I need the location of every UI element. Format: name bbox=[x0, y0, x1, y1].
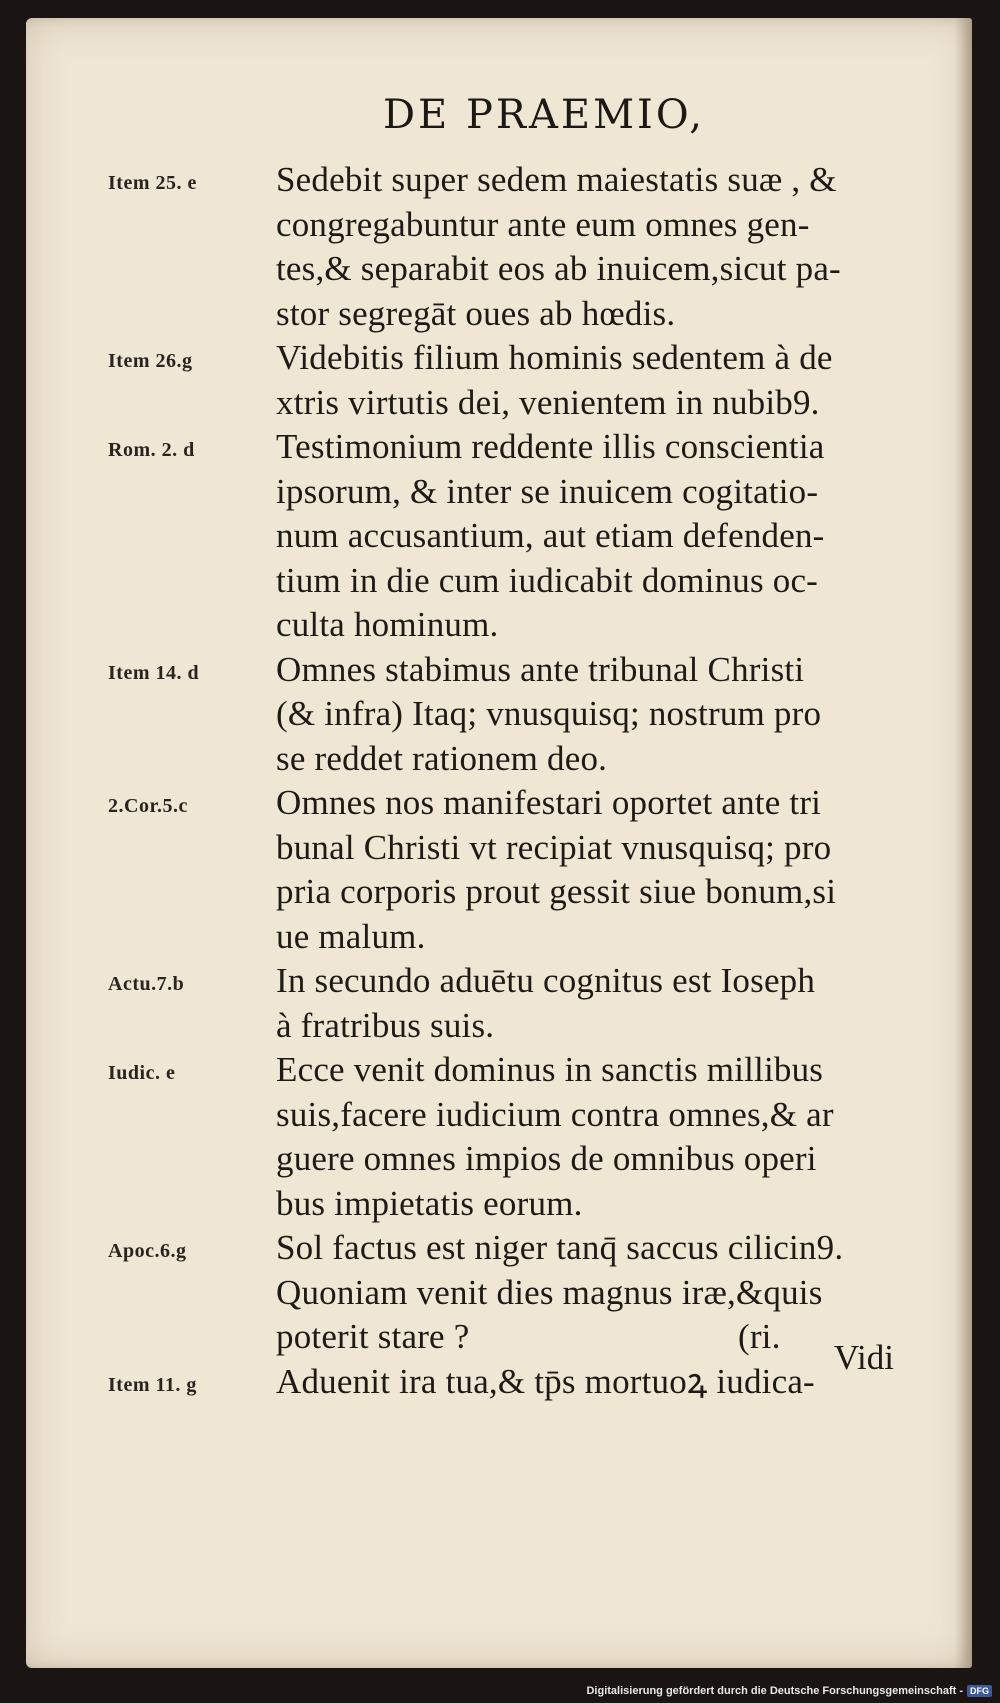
marginal-reference: Item 25. e bbox=[108, 172, 197, 194]
text-line: bus impietatis eorum. bbox=[276, 1183, 583, 1223]
book-page bbox=[26, 18, 972, 1668]
entry bbox=[26, 1360, 972, 1405]
entries bbox=[26, 158, 972, 1404]
text-line: stor segregāt oues ab hœdis. bbox=[276, 293, 676, 333]
entry bbox=[26, 425, 972, 648]
text-line: poterit stare ? (ri. bbox=[276, 1317, 781, 1356]
entry bbox=[26, 959, 972, 1048]
marginal-reference: 2.Cor.5.c bbox=[108, 795, 188, 817]
marginal-reference: Rom. 2. d bbox=[108, 439, 195, 461]
text-line: congregabuntur ante eum omnes gen- bbox=[276, 204, 810, 244]
text-line: pria corporis prout gessit siue bonum,si bbox=[276, 872, 837, 911]
marginal-reference: Item 14. d bbox=[108, 661, 200, 684]
text-line: tes,& separabit eos ab inuicem,sicut pa- bbox=[276, 249, 841, 288]
text-line: suis,facere iudicium contra omnes,& ar bbox=[276, 1094, 834, 1134]
text-line: Testimonium reddente illis conscientia bbox=[276, 427, 825, 466]
text-line: guere omnes impios de omnibus operi bbox=[276, 1139, 817, 1178]
credit-text: Digitalisierung gefördert durch die Deutsche Forschungsgemeinschaft - bbox=[586, 1685, 963, 1697]
text-line: tium in die cum iudicabit dominus oc- bbox=[276, 560, 819, 600]
text-line: Videbitis filium hominis sedentem à de bbox=[276, 338, 833, 377]
text-line: bunal Christi vt recipiat vnusquisq; pro bbox=[276, 827, 832, 867]
text-line: Omnes nos manifestari oportet ante tri bbox=[276, 783, 822, 822]
entry bbox=[26, 648, 972, 782]
text-line: Aduenit ira tua,& tp̄s mortuoꝝ iudica- bbox=[276, 1361, 815, 1401]
marginal-reference: Apoc.6.g bbox=[108, 1240, 187, 1262]
text-line: Quoniam venit dies magnus iræ,&quis bbox=[276, 1272, 823, 1312]
text-line: Sedebit super sedem maiestatis suæ , & bbox=[276, 160, 837, 199]
entry bbox=[26, 158, 972, 336]
marginal-reference: Actu.7.b bbox=[108, 973, 185, 995]
marginal-reference: Item 26.g bbox=[108, 350, 193, 372]
text-line: In secundo aduētu cognitus est Ioseph bbox=[276, 961, 816, 1000]
marginal-reference: Item 11. g bbox=[108, 1373, 197, 1396]
marginal-reference: Iudic. e bbox=[108, 1062, 176, 1084]
text-line: culta hominum. bbox=[276, 605, 499, 644]
text-line: ue malum. bbox=[276, 916, 426, 956]
entry bbox=[26, 781, 972, 959]
entry bbox=[26, 1226, 972, 1360]
digitization-credit bbox=[586, 1685, 992, 1697]
running-head: DE PRAEMIO, bbox=[382, 92, 706, 138]
entry bbox=[26, 1048, 972, 1226]
text-line: Ecce venit dominus in sanctis millibus bbox=[276, 1050, 824, 1089]
text-line: Omnes stabimus ante tribunal Christi bbox=[276, 649, 805, 689]
dfg-logo: DFG bbox=[967, 1685, 992, 1697]
text-line: (& infra) Itaq; vnusquisq; nostrum pro bbox=[276, 694, 822, 733]
text-line: Sol factus est niger tanq̄ saccus cilicin9. bbox=[276, 1228, 844, 1267]
catchword: Vidi bbox=[833, 1338, 894, 1377]
text-line: xtris virtutis dei, venientem in nubib9. bbox=[276, 382, 820, 422]
text-line: se reddet rationem deo. bbox=[276, 738, 608, 778]
text-line: num accusantium, aut etiam defenden- bbox=[276, 516, 825, 555]
text-line: à fratribus suis. bbox=[276, 1005, 495, 1045]
text-line: ipsorum, & inter se inuicem cogitatio- bbox=[276, 471, 819, 511]
entry bbox=[26, 336, 972, 425]
